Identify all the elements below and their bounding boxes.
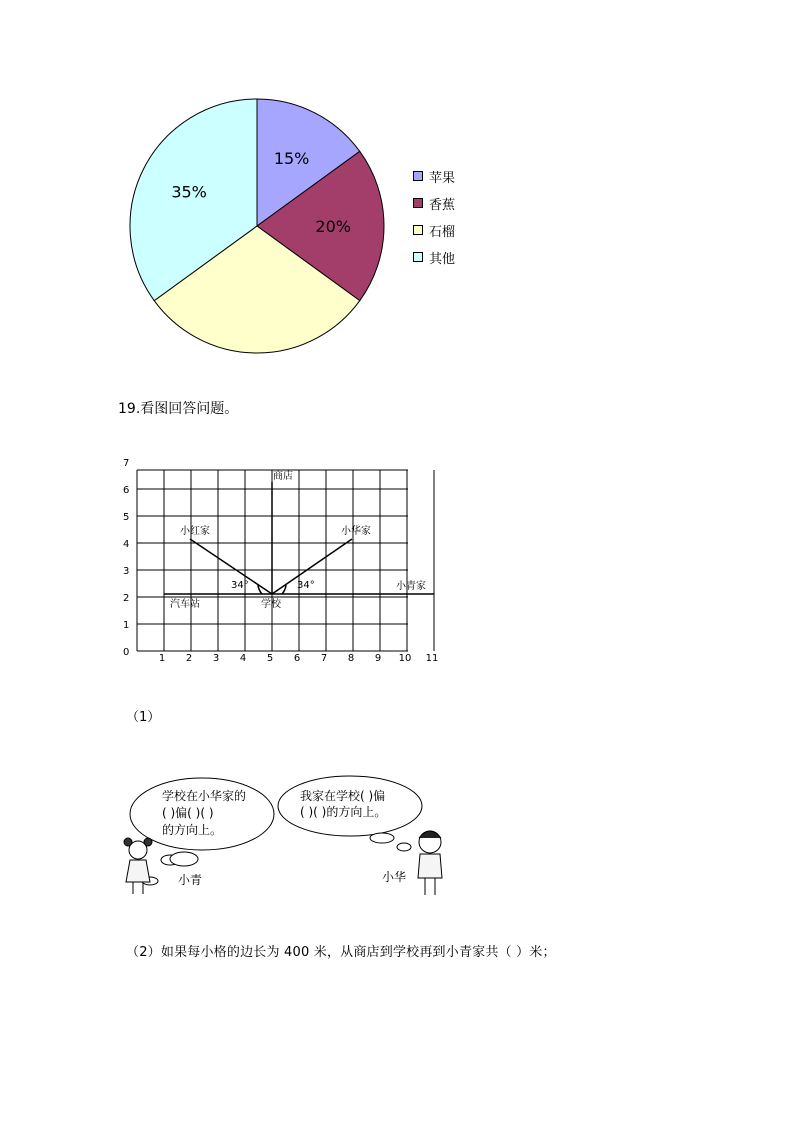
girl-name: 小青 — [178, 873, 203, 887]
thought-cloud-left — [170, 852, 198, 866]
x-tick-label: 2 — [185, 653, 193, 664]
label-school: 学校 — [261, 599, 281, 610]
legend-label-apple: 苹果 — [429, 170, 456, 186]
y-tick-label: 3 — [123, 566, 130, 577]
bubble-left-line1: 学校在小华家的 — [162, 789, 247, 803]
x-tick-label: 8 — [347, 653, 355, 664]
boy-name: 小华 — [382, 870, 407, 884]
x-tick-label: 6 — [293, 653, 301, 664]
x-tick-label: 10 — [398, 653, 412, 664]
legend-label-other: 其他 — [429, 251, 456, 267]
part2-text: （2）如果每小格的边长为 400 米，从商店到学校再到小青家共（ ）米； — [126, 945, 556, 960]
x-tick-label: 5 — [266, 653, 274, 664]
y-tick-label: 5 — [123, 512, 130, 523]
label-bus-station: 汽车站 — [170, 599, 200, 610]
x-tick-label: 3 — [212, 653, 220, 664]
x-tick-label: 4 — [239, 653, 247, 664]
grid-lines — [137, 470, 434, 651]
pie-label-apple: 15% — [273, 149, 310, 169]
label-xiaohua-home: 小华家 — [341, 526, 371, 537]
label-angle-left: 34° — [231, 580, 249, 591]
label-shop: 商店 — [273, 471, 293, 482]
label-angle-right: 34° — [297, 580, 315, 591]
bubble-left-line3: 的方向上。 — [162, 823, 223, 837]
legend-label-banana: 香蕉 — [429, 197, 456, 213]
x-tick-label: 7 — [320, 653, 328, 664]
legend-label-pomegranate: 石榴 — [429, 224, 456, 240]
y-tick-label: 7 — [123, 458, 130, 469]
y-tick-label: 6 — [123, 485, 130, 496]
speech-illustration — [120, 770, 460, 905]
bubble-right-line2: ( )( )的方向上。 — [300, 805, 387, 819]
x-tick-label: 11 — [425, 653, 439, 664]
part1-label: （1） — [126, 710, 161, 725]
x-tick-label: 1 — [158, 653, 166, 664]
question-title: 19.看图回答问题。 — [118, 401, 239, 417]
y-tick-label: 4 — [123, 539, 130, 550]
y-tick-label: 1 — [123, 620, 130, 631]
label-xiaoqing-home: 小青家 — [396, 581, 426, 592]
label-xiaohong-home: 小红家 — [180, 526, 210, 537]
y-tick-label: 2 — [123, 593, 130, 604]
y-tick-label: 0 — [123, 647, 130, 658]
pie-label-other: 35% — [171, 182, 207, 202]
x-tick-label: 9 — [374, 653, 382, 664]
pie-label-banana: 20% — [315, 217, 351, 236]
bubble-right-line1: 我家在学校( )偏 — [300, 789, 386, 803]
girl-icon — [124, 838, 152, 894]
bubble-left-line2: ( )偏( )( ) — [162, 806, 214, 820]
thought-cloud-right — [370, 833, 394, 843]
boy-icon — [418, 831, 442, 895]
thought-dot-right — [397, 843, 411, 851]
